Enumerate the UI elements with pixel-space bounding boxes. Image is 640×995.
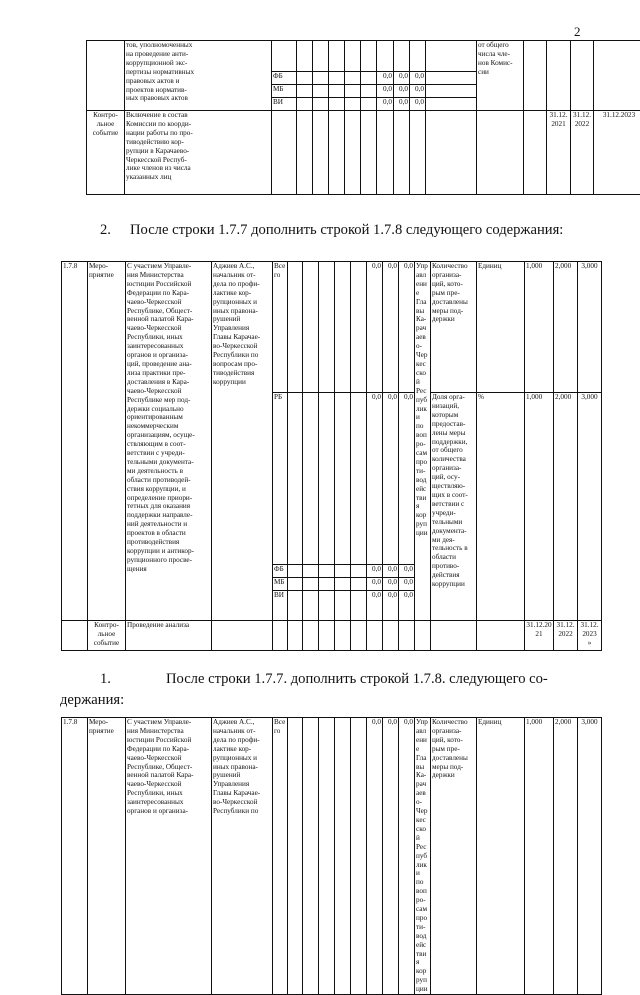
main-row-vi: ВИ 0,0 0,0 0,0 — [62, 591, 629, 621]
main-table — [61, 261, 629, 651]
top-table — [86, 40, 640, 195]
bottom-table — [61, 717, 629, 995]
main-row-total: 1.7.8 Меро- приятие С участием Управле- ния Министерства юстиции Российской Федерации по Кара- чаево-Черкесской Республике, Общест- венной палатой Кара- чаево-Черкесской Республики, иных заинтересованных органов и организа- ций, проведение ана- лиза практики пре- доставления в Кара- чаево-Черкесской Республике мер под- держки социально ориентированным некоммерческим организациям, осуще- ствляющим в соот- ветствии с учреди- тельными документа- ми деятельность в области противодей- ствия коррупции, и определение приори- тетных для оказания поддержки направле- ний деятельности и проектов в области противодействия коррупции и антикор- рупционного просве- щения Аджиев А.С., начальник от- дела по профи- лактике кор- рупционных и иных правона- рушений Управления Главы Карачае- во-Черкесской Республики по вопросам про- тиводействия коррупции Все го 0,0 0,0 0,0 Управление Главы Ка- рачаево- Черкесской Республики по вопро- сам проти- водействия коррупции Количество организа- ций, кото- рым пре- доставлены меры под- держки Единиц 1,000 2,000 3,000 — [62, 262, 629, 393]
top-control-row: Контро- льное событие Включение в состав Комиссии по коорди- нации работы по про- тиводействию кор- рупции в Карачаево- Черкесской Респуб- лике членов из числа указанных лиц 31.12.2021 31.12.2022 31.12.2023 — [87, 111, 640, 195]
main-row-rb: РБ 0,0 0,0 0,0 Доля орга- низаций, которым предостав- лены меры поддержки, от общего количества организа- ций, осу- ществляю- щих в соот- ветствии с учреди- тельными документа- ми дея- тельность в области противо- действия коррупции % 1,000 2,000 3,000 — [62, 393, 629, 565]
bottom-row-total: 1.7.8 Меро- приятие С участием Управле- ния Министерства юстиции Российской Федерации по Кара- чаево-Черкесской Республике, Общест- венной палатой Кара- чаево-Черкесской Республики, иных заинтересованных органов и организа- Аджиев А.С., начальник от- дела по профи- лактике кор- рупционных и иных правона- рушений Управления Главы Карачае- во-Черкесской Республики по Все го 0,0 0,0 0,0 Управление Главы Ка- рачаево- Черкесской Республики по вопро- сам проти- водействия коррупции Количество организа- ций, кото- рым пре- доставлены меры под- держки Единиц 1,000 2,000 3,000 — [62, 718, 629, 995]
top-desc: тов, уполномоченных на проведение анти- коррупционной экс- пертизы нормативных правовых актов и проектов норматив- ных правовых актов — [125, 41, 272, 111]
main-row-fb: ФБ 0,0 0,0 0,0 — [62, 565, 629, 578]
main-control-row: Контро- льное событие Проведение анализа 31.12.2021 31.12.2022 31.12.2023 » — [62, 621, 629, 651]
top-result: от общего числа чле- нов Комис- сии — [477, 41, 524, 111]
closing-quote: » — [579, 639, 600, 648]
heading-add-row-1: 1. После строки 1.7.7. дополнить строкой 1.7.8. следующего со- — [100, 669, 620, 690]
heading-add-row-1-cont: держания: — [60, 690, 580, 711]
main-indicator-share: Доля орга- низаций, которым предостав- лены меры поддержки, от общего количества организа- ций, осу- ществляю- щих в соот- ветствии с учреди- тельными документа- ми дея- тельность в области противо- действия коррупции — [431, 393, 477, 621]
top-row-mb: МБ 0,0 0,0 0,0 — [87, 85, 640, 98]
main-desc: С участием Управле- ния Министерства юстиции Российской Федерации по Кара- чаево-Черкесской Республике, Общест- венной палатой Кара- чаево-Черкесской Республики, иных заинтересованных органов и организа- ций, проведение ана- лиза практики пре- доставления в Кара- чаево-Черкесской Республике мер под- держки социально ориентированным некоммерческим организациям, осуще- ствляющим в соот- ветствии с учреди- тельными документа- ми деятельность в области противодей- ствия коррупции, и определение приори- тетных для оказания поддержки направле- ний деятельности и проектов в области противодействия коррупции и антикор- рупционного просве- щения — [126, 262, 212, 621]
main-row-mb: МБ 0,0 0,0 0,0 — [62, 578, 629, 591]
top-row-fb: ФБ 0,0 0,0 0,0 — [87, 72, 640, 85]
main-organization: Управление Главы Ка- рачаево- Черкесской Республики по вопро- сам проти- водействия коррупции — [415, 262, 431, 621]
page-number: 2 — [574, 24, 581, 40]
heading-add-row-2: 2. После строки 1.7.7 дополнить строкой 1.7.8 следующего содержания: — [100, 220, 620, 241]
top-row-vi: ВИ 0,0 0,0 0,0 — [87, 98, 640, 111]
main-responsible: Аджиев А.С., начальник от- дела по профи- лактике кор- рупционных и иных правона- рушений Управления Главы Карачае- во-Черкесской Республики по вопросам про- тиводействия коррупции — [212, 262, 273, 621]
